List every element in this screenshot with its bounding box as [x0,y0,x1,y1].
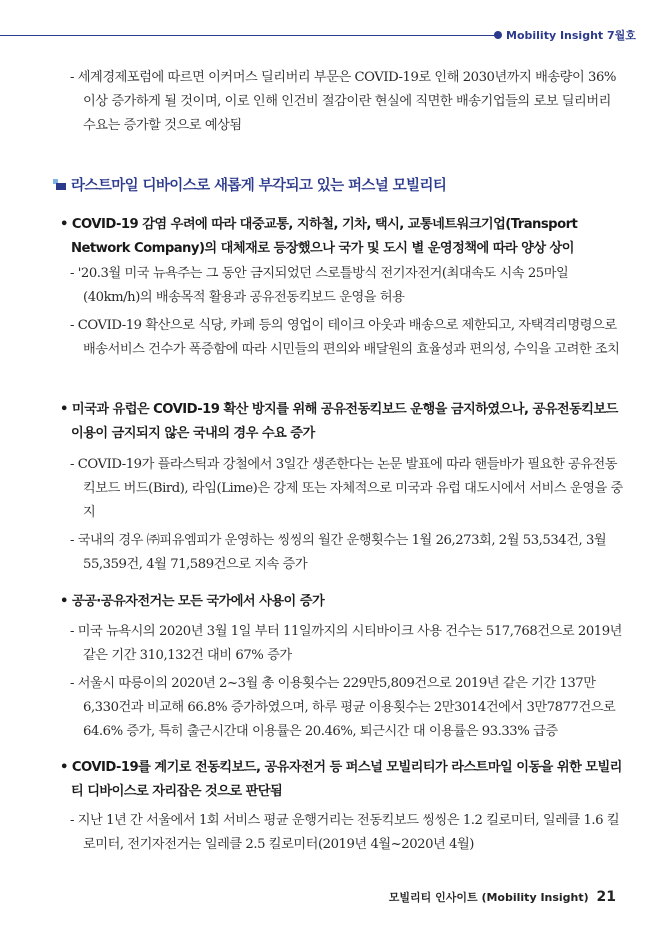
bullet-4: • COVID-19를 계기로 전동킥보드, 공유자전거 등 퍼스널 모빌리티가 라스트마일 이동을 위한 모빌리티 디바이스로 자리잡은 것으로 판단됨 [60,760,622,799]
bullet-2: • 미국과 유럽은 COVID-19 확산 방지를 위해 공유전동킥보드 운행을 금지하였으나, 공유전동킥보드 이용이 금지되지 않은 국내의 경우 수요 증가 [60,402,618,441]
bullet-2-item-2: - 국내의 경우 ㈜피유엠피가 운영하는 씽씽의 월간 운행횟수는 1월 26,273회, 2월 53,534건, 3월 55,359건, 4월 71,589건으로 지속 증가 [70,533,607,572]
section-heading-text: 라스트마일 디바이스로 새롭게 부각되고 있는 퍼스널 모빌리티 [71,178,447,194]
header-rule [0,35,498,36]
arrow-bullet-icon [53,177,67,191]
bullet-1-item-1: - '20.3월 미국 뉴욕주는 그 동안 금지되었던 스로틀방식 전기자전거(최대속도 시속 25마일(40km/h)의 배송목적 활용과 공유전동킥보드 운영을 허용 [70,266,569,305]
bullet-1-item-2: - COVID-19 확산으로 식당, 카페 등의 영업이 테이크 아웃과 배송으로 제한되고, 자택격리명령으로 배송서비스 건수가 폭증함에 따라 시민들의 편의와 배달원의 효율성과 편의성, 수익을 고려한 조치 [70,318,620,357]
bullet-4-item-1: - 지난 1년 간 서울에서 1회 서비스 평균 운행거리는 전동킥보드 씽씽은 1.2 킬로미터, 일레클 1.6 킬로미터, 전기자전거는 일레클 2.5 킬로미터(2019년 4월~2020년 4월) [70,813,620,852]
page-number: 21 [596,889,616,905]
intro-item: - 세계경제포럼에 따르면 이커머스 딜리버리 부문은 COVID-19로 인해 2030년까지 배송량이 36% 이상 증가하게 될 것이며, 이로 인해 인건비 절감이란 현실에 직면한 배송기업들의 로보 딜리버리 수요는 증가할 것으로 예상됨 [70,70,616,133]
bullet-3: • 공공·공유자전거는 모든 국가에서 사용이 증가 [60,594,325,609]
bullet-3-item-2: - 서울시 따릉이의 2020년 2~3월 총 이용횟수는 229만5,809건으로 2019년 같은 기간 137만 6,330건과 비교해 66.8% 증가하였으며, 하루 평균 이용횟수는 2만3014건에서 3만7877건으로 64.6% 증가, 특히 출근시간대 이용률은 20.46%, 퇴근시간 대 이용률은 93.33% 급증 [70,676,616,739]
footer-label: 모빌리티 인사이트 (Mobility Insight) [388,891,589,904]
footer [389,889,616,905]
bullet-3-item-1: - 미국 뉴욕시의 2020년 3월 1일 부터 11일까지의 시티바이크 사용 건수는 517,768건으로 2019년 같은 기간 310,132건 대비 67% 증가 [70,624,622,663]
header-title: Mobility Insight 7월호 [506,29,636,42]
section-heading [53,174,613,198]
bullet-2-item-1: - COVID-19가 플라스틱과 강철에서 3일간 생존한다는 논문 발표에 따라 핸들바가 필요한 공유전동킥보드 버드(Bird), 라임(Lime)은 강제 또는 자체적으로 미국과 유럽 대도시에서 서비스 운영을 중지 [70,457,623,520]
bullet-1: • COVID-19 감염 우려에 따라 대중교통, 지하철, 기차, 택시, 교통네트워크기업(Transport Network Company)의 대체재로 등장했으나 국가 및 도시 별 운영정책에 따라 양상 상이 [60,217,578,256]
header-dot-icon [494,31,502,39]
